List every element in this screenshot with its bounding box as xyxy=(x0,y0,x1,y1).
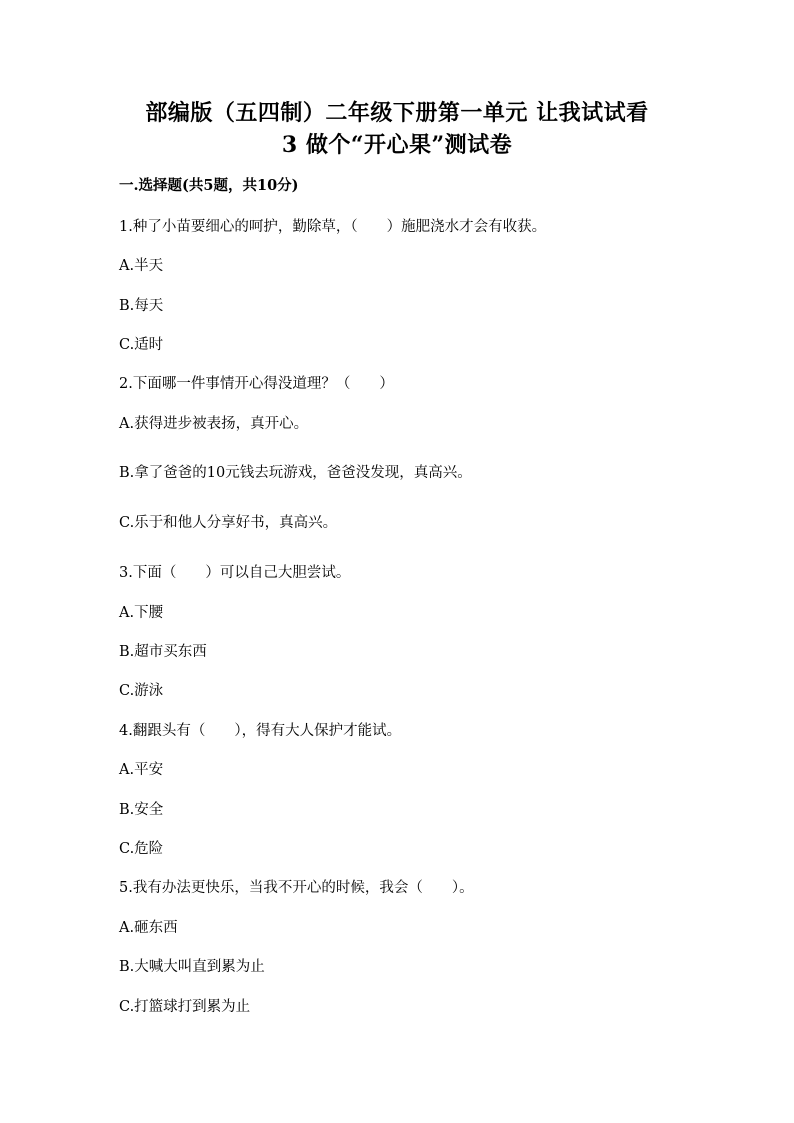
question-1-option-b: B.每天 xyxy=(119,298,164,314)
question-5-option-b: B.大喊大叫直到累为止 xyxy=(119,959,265,975)
question-5-option-a: A.砸东西 xyxy=(119,920,178,936)
question-5-stem: 5.我有办法更快乐，当我不开心的时候，我会（ ）。 xyxy=(119,880,474,896)
question-2-stem: 2.下面哪一件事情开心得没道理？（ ） xyxy=(119,376,394,392)
question-4-stem: 4.翻跟头有（ ），得有大人保护才能试。 xyxy=(119,723,402,739)
question-4-option-a: A.平安 xyxy=(119,762,164,778)
question-2-option-b: B.拿了爸爸的10元钱去玩游戏，爸爸没发现，真高兴。 xyxy=(119,465,472,481)
question-3-stem: 3.下面（ ）可以自己大胆尝试。 xyxy=(119,565,351,581)
question-1-stem: 1.种了小苗要细心的呵护，勤除草，（ ）施肥浇水才会有收获。 xyxy=(119,219,547,235)
document-title-line-1: 部编版（五四制）二年级下册第一单元 让我试试看 xyxy=(145,100,649,126)
question-4-option-b: B.安全 xyxy=(119,802,164,818)
question-3-option-c: C.游泳 xyxy=(119,683,164,699)
question-2-option-a: A.获得进步被表扬，真开心。 xyxy=(119,416,309,432)
question-4-option-c: C.危险 xyxy=(119,841,164,857)
document-title-line-2: 3 做个“开心果”测试卷 xyxy=(281,132,513,158)
question-2-option-c: C.乐于和他人分享好书，真高兴。 xyxy=(119,515,338,531)
question-1-option-a: A.半天 xyxy=(119,258,164,274)
question-5-option-c: C.打篮球打到累为止 xyxy=(119,999,251,1015)
question-3-option-a: A.下腰 xyxy=(119,605,164,621)
question-3-option-b: B.超市买东西 xyxy=(119,644,207,660)
question-1-option-c: C.适时 xyxy=(119,337,164,353)
section-heading: 一.选择题(共5题，共10分) xyxy=(119,177,299,194)
